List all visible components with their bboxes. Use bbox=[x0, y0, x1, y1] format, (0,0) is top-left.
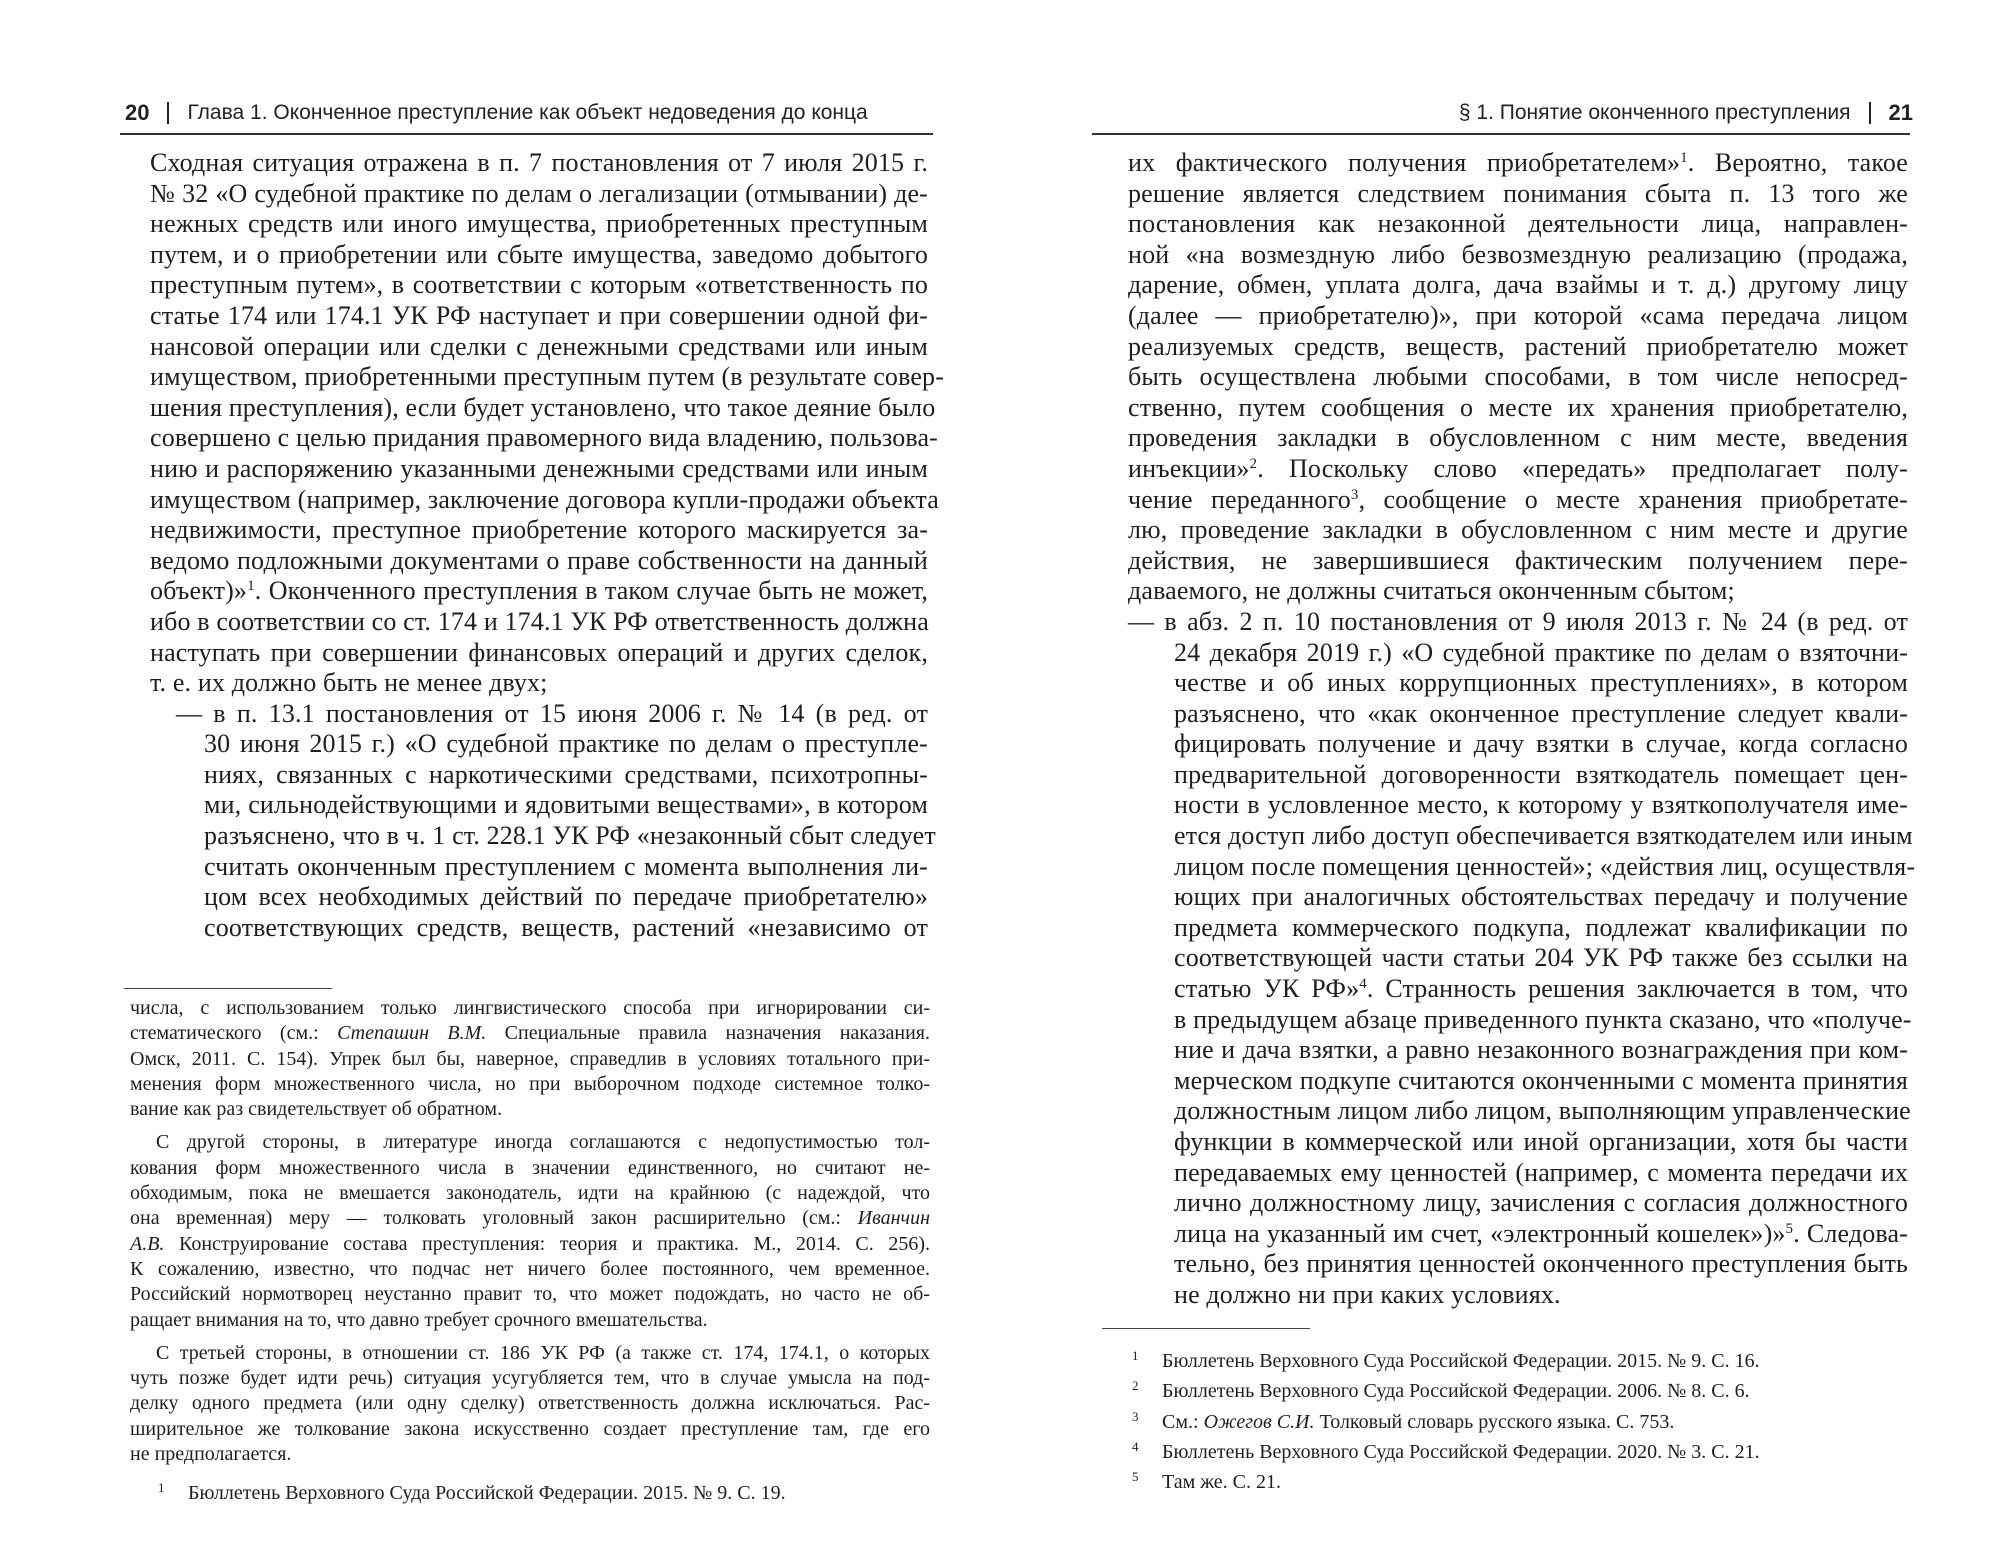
text-segment: лю, проведение закладки в обусловленном с ним месте и другие bbox=[1128, 515, 1908, 545]
text-line: нежных средств или иного имущества, приобретенных преступным bbox=[150, 209, 928, 239]
text-line: статье 174 или 174.1 УК РФ наступает и при совершении одной фи- bbox=[150, 300, 928, 330]
text-line bbox=[1128, 699, 1908, 730]
text-line: Сходная ситуация отражена в п. 7 постановления от 7 июля 2015 г. bbox=[150, 148, 928, 177]
text-segment: дарение, обмен, уплата долга, дача взаймы и т. д.) другому лицу bbox=[1128, 270, 1908, 300]
header-rule bbox=[1092, 133, 1910, 135]
text-segment: Поскольку слово «передать» предполагает полу- bbox=[1288, 453, 1908, 483]
footnote-ref: 2 bbox=[1249, 455, 1258, 472]
text-segment: лично должностному лицу, зачисления с согласия должностного bbox=[1174, 1188, 1908, 1218]
footnote-paragraph bbox=[130, 1341, 930, 1467]
text-segment: должностным лицом либо лицом, выполняющим управленческие bbox=[1174, 1096, 1911, 1126]
text-line bbox=[1128, 1096, 1911, 1127]
text-segment: , сообщение о месте хранения приобретате- bbox=[1358, 484, 1908, 514]
footnote-line: Российский нормотворец неустанно правит то, что может подождать, но часто не об- bbox=[130, 1283, 930, 1306]
text-line: № 32 «О судебной практике по делам о легализации (отмывании) де- bbox=[150, 178, 928, 208]
text-segment: (далее — приобретателю)», при которой «сама передача лицом bbox=[1128, 300, 1908, 330]
footnote-line: чуть позже будет идти речь) ситуация усугубляется тем, что в случае умысла на под- bbox=[130, 1367, 930, 1390]
footnote-item bbox=[1130, 1343, 1920, 1372]
footnote-line: менения форм множественного числа, но при выборочном подходе системное толко- bbox=[130, 1072, 930, 1095]
text-line bbox=[1128, 638, 1908, 669]
text-line: цом всех необходимых действий по передаче приобретателю» bbox=[204, 882, 928, 912]
header-divider bbox=[1869, 102, 1871, 124]
right-dash-item bbox=[1128, 606, 1916, 1311]
text-segment: функции в коммерческой или иной организации, хотя бы части bbox=[1174, 1127, 1908, 1156]
text-line: наступать при совершении финансовых операций и других сделок, bbox=[150, 637, 928, 667]
text-line bbox=[1128, 1035, 1908, 1066]
footnote-text: Бюллетень Верховного Суда Российской Федерации. 2015. № 9. С. 16. bbox=[1162, 1350, 1760, 1372]
footnote-line: Омск, 2011. С. 154). Упрек был бы, наверное, справедлив в условиях тотального при- bbox=[130, 1047, 930, 1070]
text-segment: Оконченного преступления в таком случае быть не может, bbox=[268, 576, 928, 606]
running-title: Глава 1. Оконченное преступление как объект недоведения до конца bbox=[187, 101, 868, 124]
text-segment: ности в условленное место, к которому у взяткополучателя име- bbox=[1174, 790, 1908, 820]
text-line bbox=[1128, 423, 1908, 454]
text-line bbox=[1128, 1158, 1908, 1189]
text-line bbox=[1128, 821, 1913, 852]
text-segment: ние и дача взятки, а равно незаконного вознаграждения при ком- bbox=[1174, 1035, 1908, 1065]
footnote-line: ширительное же толкование закона искусственно создает преступление там, где его bbox=[130, 1417, 930, 1440]
text-line bbox=[1128, 576, 1908, 607]
right-page bbox=[1000, 0, 2000, 1553]
footnote-mark: 1 bbox=[158, 1480, 165, 1496]
left-dash-item bbox=[150, 698, 936, 944]
text-line bbox=[1128, 851, 1916, 883]
footnote-mark: 2 bbox=[1132, 1378, 1139, 1394]
footnote-paragraph bbox=[130, 1130, 930, 1332]
page-number: 20 bbox=[125, 100, 150, 125]
text-segment: быть осуществлена любыми способами, в том числе непосред- bbox=[1128, 362, 1908, 392]
text-line bbox=[1128, 362, 1908, 393]
text-line: преступным путем», в соответствии с которым «ответственность по bbox=[150, 270, 928, 300]
footnote-line: вание как раз свидетельствует об обратном. bbox=[130, 1098, 503, 1121]
italic-author: Ожегов С.И. bbox=[1203, 1410, 1315, 1433]
text-line bbox=[1128, 943, 1908, 974]
text-line: имуществом (например, заключение договора купли-продажи объекта bbox=[150, 484, 939, 514]
text-line bbox=[1128, 607, 1908, 638]
text-segment: даваемого, не должны считаться оконченным сбытом; bbox=[1128, 576, 1735, 606]
text-segment: их фактического получения приобретателем» bbox=[1128, 148, 1681, 177]
footnote-line: С другой стороны, в литературе иногда соглашаются с недопустимостью тол- bbox=[156, 1131, 930, 1154]
footnote-line: числа, с использованием только лингвистического способа при игнорировании си- bbox=[130, 997, 930, 1019]
right-body-text bbox=[1128, 148, 1916, 1311]
text-line: имуществом, приобретенными преступным путем (в результате совер- bbox=[150, 362, 945, 392]
footnote-line: она временная) меру — толковать уголовный закон расширительно (см.: Иванчин bbox=[130, 1207, 930, 1230]
footnote-text: Бюллетень Верховного Суда Российской Федерации. 2015. № 9. С. 19. bbox=[188, 1482, 786, 1505]
text-line bbox=[1128, 1280, 1908, 1311]
text-segment: ющих при аналогичных обстоятельствах передачу и получение bbox=[1174, 882, 1908, 912]
italic-author: Степашин В.М. bbox=[337, 1022, 487, 1045]
footnote-item bbox=[130, 1475, 930, 1505]
text-segment: чение переданного bbox=[1128, 484, 1351, 514]
page-number: 21 bbox=[1888, 100, 1913, 125]
text-line: ниях, связанных с наркотическими средствами, психотропны- bbox=[204, 759, 928, 789]
header-divider bbox=[167, 102, 169, 124]
text-line bbox=[1128, 1219, 1908, 1250]
text-line bbox=[1128, 485, 1908, 516]
text-line: инъекции»$^2$. Поскольку слово «передать» предполагает полу- bbox=[1128, 453, 1908, 483]
footnote-line: не предполагается. bbox=[130, 1443, 292, 1466]
text-segment: . Следова- bbox=[1793, 1218, 1908, 1248]
text-segment: лицом после помещения ценностей»; «действия лиц, осуществля- bbox=[1174, 851, 1916, 881]
footnote-line: стематического (см.: Степашин В.М. Специальные правила назначения наказания. bbox=[130, 1022, 930, 1045]
text-line bbox=[1128, 1188, 1908, 1219]
running-title: § 1. Понятие оконченного преступления bbox=[1458, 101, 1851, 124]
text-line: ведомо подложными документами о праве собственности на данный bbox=[150, 545, 928, 575]
text-line bbox=[1128, 393, 1908, 424]
footnote-mark: 1 bbox=[1132, 1348, 1139, 1363]
italic-author: А.В. bbox=[130, 1232, 165, 1255]
text-line: соответствующих средств, веществ, растений «независимо от bbox=[204, 912, 928, 942]
text-line bbox=[1128, 729, 1908, 760]
footnote-mark: 5 bbox=[1132, 1469, 1139, 1485]
text-segment: не должно ни при каких условиях. bbox=[1174, 1279, 1561, 1309]
text-line bbox=[1128, 1004, 1912, 1036]
footnote-text: См.: bbox=[1162, 1410, 1204, 1433]
left-body-paragraph bbox=[150, 148, 945, 699]
text-segment: действия, не завершившиеся фактическим получением пере- bbox=[1128, 545, 1908, 575]
text-segment: . Вероятно, такое bbox=[1687, 148, 1908, 177]
text-line: т. е. их должно быть не менее двух; bbox=[150, 668, 548, 698]
text-segment: передаваемых ему ценностей (например, с момента передачи их bbox=[1174, 1157, 1908, 1187]
footnote-mark: 3 bbox=[1132, 1408, 1139, 1424]
footnote-continuation bbox=[130, 996, 930, 1467]
text-segment: ной «на возмездную либо безвозмездную реализацию (продажа, bbox=[1128, 239, 1908, 269]
text-line: ми, сильнодействующими и ядовитыми веществами», в котором bbox=[204, 790, 928, 820]
footnote-line: С третьей стороны, в отношении ст. 186 УК РФ (а также ст. 174, 174.1, о которых bbox=[156, 1341, 930, 1364]
text-segment: соответствующей части статьи 204 УК РФ также без ссылки на bbox=[1174, 943, 1908, 973]
text-line: нансовой операции или сделки с денежными средствами или иным bbox=[150, 331, 928, 361]
text-line bbox=[1128, 332, 1908, 363]
text-line bbox=[1128, 240, 1908, 271]
footnote-line: кования форм множественного числа в значении единственного, но считают не- bbox=[130, 1156, 930, 1179]
text-segment: реализуемых средств, веществ, растений приобретателю может bbox=[1128, 331, 1908, 361]
italic-author: Иванчин bbox=[857, 1207, 930, 1230]
text-segment: ется доступ либо доступ обеспечивается взяткодателем или иным bbox=[1174, 821, 1913, 851]
text-line bbox=[1128, 209, 1908, 240]
header-rule bbox=[120, 133, 933, 135]
footnote-ref: 3 bbox=[1350, 486, 1359, 503]
text-segment: 24 декабря 2019 г.) «О судебной практике по делам о взяточни- bbox=[1174, 637, 1908, 667]
text-segment: — в абз. 2 п. 10 постановления от 9 июля 2013 г. № 24 (в ред. от bbox=[1128, 606, 1908, 636]
text-line bbox=[1128, 1249, 1908, 1280]
text-segment: тельно, без принятия ценностей оконченного преступления быть bbox=[1174, 1249, 1908, 1279]
footnote-list bbox=[130, 1475, 930, 1505]
footnote-line: К сожалению, известно, что подчас нет ничего более постоянного, чем временное. bbox=[130, 1257, 930, 1280]
text-line bbox=[1128, 790, 1908, 821]
text-line: разъяснено, что в ч. 1 ст. 228.1 УК РФ «незаконный сбыт следует bbox=[204, 821, 936, 851]
text-line bbox=[1128, 974, 1908, 1005]
text-line: нию и распоряжению указанными денежными средствами или иным bbox=[150, 453, 928, 483]
footnote-rule bbox=[124, 988, 332, 989]
footnote-item bbox=[1130, 1373, 1920, 1403]
text-line bbox=[1128, 1127, 1908, 1158]
footnote-list bbox=[1130, 1343, 1920, 1494]
text-segment: предварительной договоренности взяткодатель помещает цен- bbox=[1174, 759, 1908, 789]
footnote-rule bbox=[1102, 1328, 1310, 1329]
text-segment: разъяснено, что «как оконченное преступление следует квали- bbox=[1174, 698, 1908, 728]
text-segment: честве и об иных коррупционных преступлениях», в котором bbox=[1174, 668, 1908, 698]
footnote-item bbox=[1130, 1404, 1920, 1433]
left-footnotes bbox=[130, 996, 930, 1506]
footnote-line: делку одного предмета (или одну сделку) ответственность должна исключаться. Рас- bbox=[130, 1392, 930, 1415]
right-body-paragraph bbox=[1128, 148, 1908, 607]
footnote-text: Там же. С. 21. bbox=[1162, 1471, 1282, 1494]
text-line bbox=[1128, 179, 1908, 210]
text-line bbox=[1128, 546, 1908, 577]
text-line bbox=[1128, 668, 1908, 699]
text-segment: . Странность решения заключается в том, что bbox=[1366, 974, 1908, 1004]
text-segment: ственно, путем сообщения о месте их хранения приобретателю, bbox=[1128, 392, 1908, 422]
text-line bbox=[1128, 760, 1908, 791]
footnote-ref: 1 bbox=[247, 578, 255, 595]
text-line bbox=[1128, 301, 1908, 332]
text-line: — в п. 13.1 постановления от 15 июня 2006 г. № 14 (в ред. от bbox=[176, 698, 928, 728]
text-segment: предмета коммерческого подкупа, подлежат квалификации по bbox=[1174, 912, 1908, 942]
footnote-line: А.В. Конструирование состава преступления: теория и практика. М., 2014. С. 256). bbox=[130, 1232, 930, 1255]
text-line: считать оконченным преступлением с момента выполнения ли- bbox=[204, 851, 928, 881]
footnote-text: Бюллетень Верховного Суда Российской Федерации. 2020. № 3. С. 21. bbox=[1162, 1440, 1760, 1463]
text-line: совершено с целью придания правомерного вида владению, пользова- bbox=[150, 423, 938, 453]
left-running-header bbox=[125, 100, 868, 126]
text-line: объект)»$^1$. Оконченного преступления в таком случае быть не может, bbox=[150, 576, 928, 606]
text-segment: проведения закладки в обусловленном с ним месте, введения bbox=[1128, 423, 1908, 453]
text-line: путем, и о приобретении или сбыте имущества, заведомо добытого bbox=[150, 239, 928, 269]
footnote-text: Бюллетень Верховного Суда Российской Федерации. 2006. № 8. С. 6. bbox=[1162, 1380, 1750, 1403]
footnote-ref: 4 bbox=[1359, 976, 1367, 993]
text-segment: в предыдущем абзаце приведенного пункта сказано, что «получе- bbox=[1174, 1004, 1912, 1034]
footnote-line: обходимым, пока не вмешается законодатель, идти на крайнюю (с надеждой, что bbox=[130, 1182, 930, 1205]
right-running-header bbox=[1459, 100, 1913, 126]
footnote-item bbox=[1130, 1434, 1920, 1463]
text-segment: фицировать получение и дачу взятки в случае, когда согласно bbox=[1174, 729, 1908, 759]
text-line bbox=[1128, 882, 1908, 913]
text-segment: объект)» bbox=[150, 576, 248, 606]
footnote-mark: 4 bbox=[1132, 1438, 1139, 1454]
footnote-paragraph bbox=[130, 996, 930, 1122]
text-segment: постановления как незаконной деятельности лица, направлен- bbox=[1128, 209, 1908, 239]
footnote-line: ращает внимания на то, что давно требует срочного вмешательства. bbox=[130, 1308, 708, 1331]
text-segment: статью УК РФ» bbox=[1174, 974, 1360, 1004]
text-line: ибо в соответствии со ст. 174 и 174.1 УК РФ ответственность должна bbox=[150, 606, 929, 636]
left-body-text bbox=[150, 148, 945, 943]
text-line bbox=[1128, 515, 1908, 546]
text-line: 30 июня 2015 г.) «О судебной практике по делам о преступле- bbox=[204, 729, 928, 759]
footnote-ref: 5 bbox=[1785, 1220, 1794, 1237]
footnote-ref: 1 bbox=[1680, 150, 1688, 166]
text-segment: лица на указанный им счет, «электронный кошелек»)» bbox=[1174, 1218, 1786, 1248]
text-line: шения преступления), если будет установлено, что такое деяние было bbox=[150, 392, 936, 422]
footnote-item bbox=[1130, 1464, 1920, 1494]
text-line bbox=[1128, 148, 1908, 179]
text-line bbox=[1128, 270, 1908, 301]
text-segment: инъекции» bbox=[1128, 453, 1250, 483]
footnote-text: Толковый словарь русского языка. С. 753. bbox=[1314, 1410, 1675, 1433]
right-footnotes bbox=[1130, 1343, 1920, 1494]
text-segment: решение является следствием понимания сбыта п. 13 того же bbox=[1128, 178, 1908, 208]
text-line bbox=[1128, 913, 1908, 944]
text-line: недвижимости, преступное приобретение которого маскируется за- bbox=[150, 515, 928, 545]
text-segment: мерческом подкупе считаются оконченными с момента принятия bbox=[1174, 1065, 1908, 1095]
text-line bbox=[1128, 1066, 1908, 1097]
